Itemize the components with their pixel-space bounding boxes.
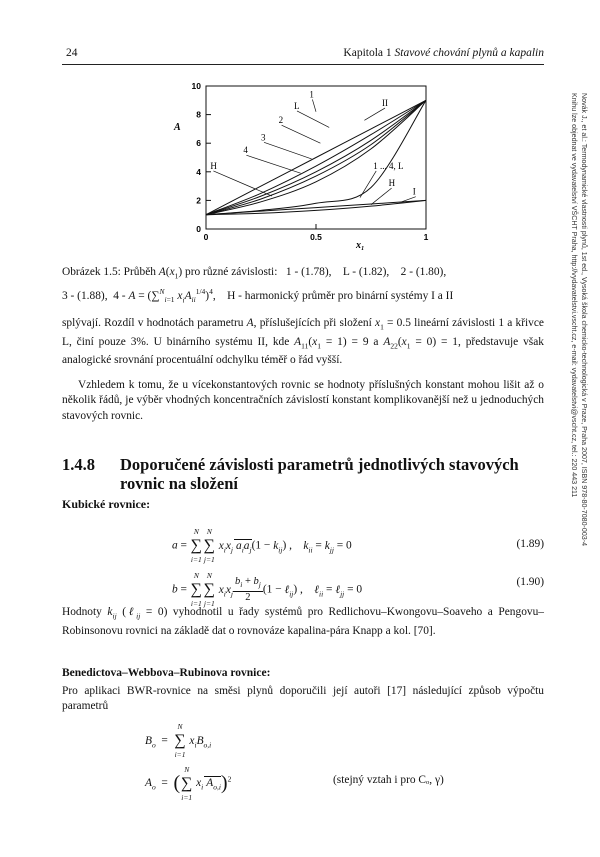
curve-label: II xyxy=(382,98,388,109)
figure-plot xyxy=(160,78,450,254)
side-note-line1: Novák J., et al.: Termodynamické vlastnosti plynů, 1st ed., Vysoká škola chemicko-technologická v Praze, Praha 2007, ISBN 978-80-7080-003-4 xyxy=(580,93,588,547)
curves xyxy=(206,100,426,214)
subheading-cubic: Kubické rovnice: xyxy=(62,497,151,511)
leader-line xyxy=(371,188,392,205)
equation-number: (1.89) xyxy=(516,538,544,550)
side-note xyxy=(570,93,588,693)
curve-label: 1 xyxy=(309,89,314,100)
x-ticks xyxy=(204,224,429,242)
leader-line xyxy=(282,125,321,143)
section-title: Doporučené závislosti parametrů jednotlivých stavových rovnic na složení xyxy=(120,455,519,493)
leader-line xyxy=(213,171,272,196)
y-tick-label: 2 xyxy=(196,195,201,206)
y-tick-label: 0 xyxy=(196,224,201,234)
equation-bo: $B_o$ = N ∑ i=1 $x_iB_{o,i}$ xyxy=(145,722,212,759)
running-header xyxy=(62,47,544,63)
equation-ao: $A_o$ = ( N ∑ i=1 $x_i$ $A_{o,i})^2$ (stejný vztah i pro Cₒ, γ) xyxy=(145,764,444,802)
leader-line xyxy=(297,111,329,128)
paragraph-2: Vzhledem k tomu, že u vícekonstantových rovnic se hodnoty příslušných konstant mohou lišit až o několik řádů, je výběr vhodných koncentračních závislostí konstant komplikovanější než u jednoduchých stavových rovnic. xyxy=(62,379,544,422)
x-axis-label: x₁ xyxy=(356,240,365,251)
y-tick-label: 8 xyxy=(196,109,201,120)
header-rule xyxy=(62,64,544,65)
curve-label: H xyxy=(210,160,217,171)
x-tick-label: 0.5 xyxy=(310,232,322,242)
figure-caption: Obrázek 1.5: Průběh $A(x_1)$ pro různé závislosti: 1 - (1.78), L - (1.82), 2 - (1.80), 3 - (1.88), 4 - A = (∑$^N_{i=1}$ $x_iA_{ii}^{1/4})^4$, H - harmonický průměr pro binární systémy I a II xyxy=(62,266,454,305)
curve-label: 1 ... 4, L xyxy=(373,160,404,171)
paragraph-1: splývají. Rozdíl v hodnotách parametru A, příslušejících při složení $x_1 = 0.5$ lineární závislosti 1 a křivce L, činí pouze 3%. U binárního systému II, kde $A_{11}(x_1 = 1) = 9$ a $A_{22}(x_1 = 0) = 1$, představuje však analogické srovnání procentuální odchylku téměř o řád vyšší. xyxy=(62,317,544,367)
curve-labels xyxy=(210,89,415,204)
equation-number: (1.90) xyxy=(516,576,544,588)
equation-1-89: a = N ∑ i=1 N ∑ j=1 $x_ix_j$ $a_ia_j(1 - k_{ij})$ , $k_{ii} = k_{jj} = 0$ (1.89) xyxy=(172,527,544,564)
curve-label: 2 xyxy=(278,115,284,126)
page-number: 24 xyxy=(66,47,78,59)
x-tick-label: 1 xyxy=(423,232,429,242)
subheading-bwr: Benedictova–Webbova–Rubinova rovnice: xyxy=(62,667,271,679)
curve-label: L xyxy=(294,100,300,111)
section-number: 1.4.8 xyxy=(62,455,95,474)
side-note-line2: Knihu lze objednat ve vydavatelství VŠCHT Praha, http://vydavatelstvi.vscht.cz, e-mail: vydavatelstvi@vscht.cz, tel.: 220 443 211 xyxy=(570,93,579,498)
y-tick-label: 10 xyxy=(191,81,201,91)
curve-label: I xyxy=(412,186,416,197)
equation-note: (stejný vztah i pro Cₒ, γ) xyxy=(333,774,444,786)
chart-svg xyxy=(160,78,450,254)
leader-line xyxy=(312,99,316,111)
curve-label: 4 xyxy=(243,145,248,156)
curve-label: H xyxy=(388,178,396,189)
paragraph-4: Pro aplikaci BWR-rovnice na směsi plynů doporučili její autoři [17] následující způsob výpočtu parametrů xyxy=(62,685,544,713)
leader-line xyxy=(246,155,300,173)
y-axis-label: A xyxy=(174,122,181,133)
curve-label: 3 xyxy=(261,132,266,143)
leader-line xyxy=(264,142,312,159)
equation-1-90: b = N ∑ i=1 N ∑ j=1 $x_ix_j$ $\frac{b_i + b_j}{2}$ (1 − ℓ$_{ij}$) , ℓ$_{ii}$ = ℓ$_{jj}$ = 0 (1.90) xyxy=(172,571,544,609)
x-tick-label: 0 xyxy=(203,232,209,242)
y-tick-label: 6 xyxy=(196,138,201,149)
chapter-title: Kapitola 1 Stavové chování plynů a kapalin xyxy=(343,47,544,59)
y-tick-label: 4 xyxy=(196,166,201,177)
paragraph-3: Hodnoty $k_{ij}$ (ℓ$_{ij}$ = 0) vyhodnotil u řady systémů pro Redlichovu–Kwongovu–Soaveho a Pengovu–Robinsonovu rovnici na základě dat o rovnováze kapalina-pára Knapp a kol. [70]. xyxy=(62,606,544,637)
leader-line xyxy=(364,108,385,120)
y-ticks xyxy=(192,81,211,234)
